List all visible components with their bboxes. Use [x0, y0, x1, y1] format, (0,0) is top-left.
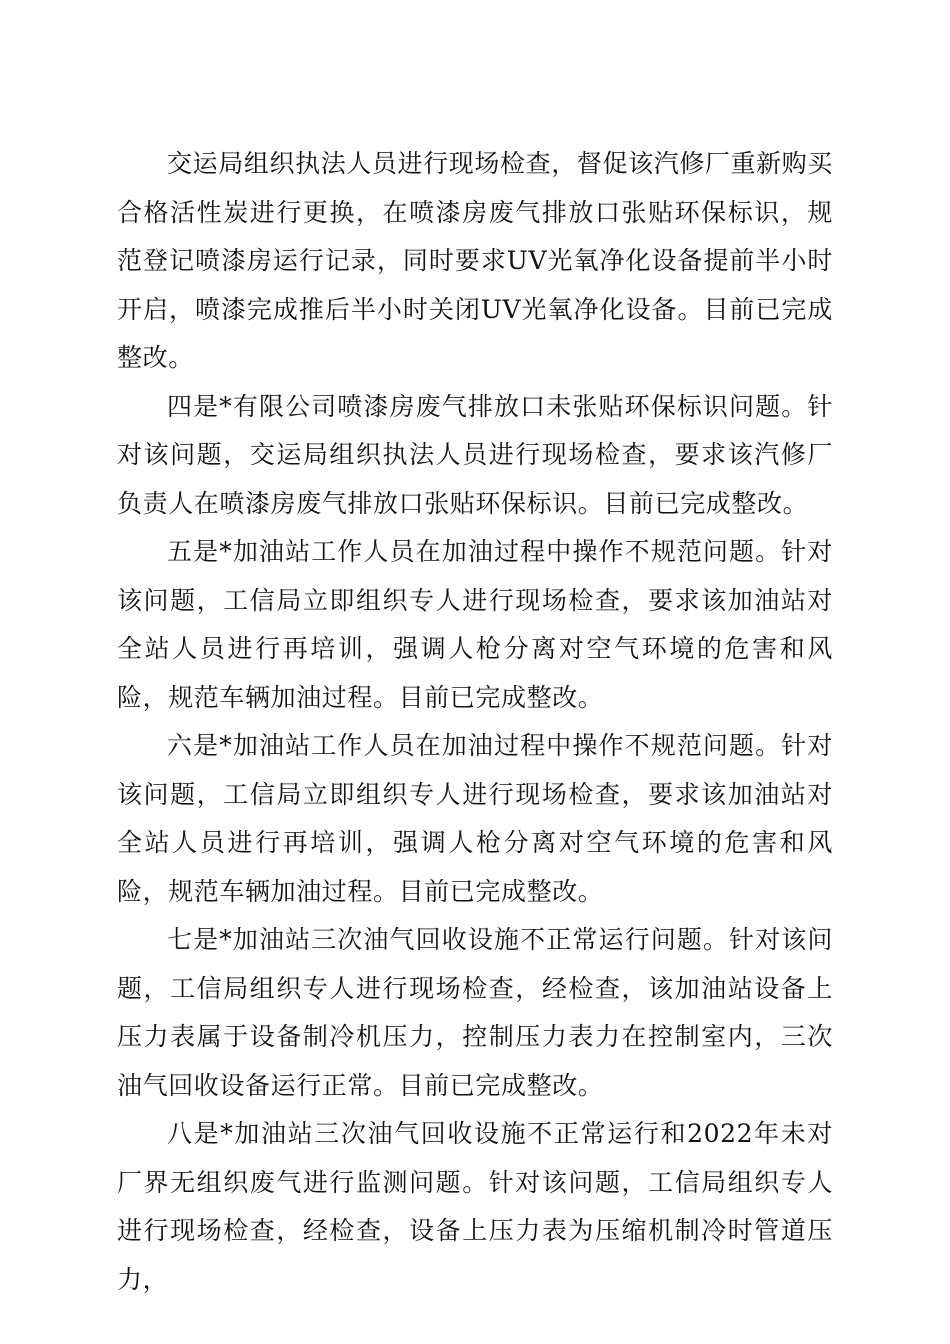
paragraph-item-eight: 八是*加油站三次油气回收设施不正常运行和2022年未对厂界无组织废气进行监测问题。针对该问题，工信局组织专人进行现场检查，经检查，设备上压力表为压缩机制冷时管道压力，	[117, 1119, 833, 1294]
paragraph-item-seven: 七是*加油站三次油气回收设施不正常运行问题。针对该问题，工信局组织专人进行现场检查，经检查，该加油站设备上压力表属于设备制冷机压力，控制压力表力在控制室内，三次油气回收设备运行正常。目前已完成整改。	[117, 925, 833, 1100]
paragraph-item-five: 五是*加油站工作人员在加油过程中操作不规范问题。针对该问题，工信局立即组织专人进行现场检查，要求该加油站对全站人员进行再培训，强调人枪分离对空气环境的危害和风险，规范车辆加油过程。目前已完成整改。	[117, 537, 833, 712]
paragraph-rectification-auto-repair: 交运局组织执法人员进行现场检查，督促该汽修厂重新购买合格活性炭进行更换，在喷漆房废气排放口张贴环保标识，规范登记喷漆房运行记录，同时要求UV光氧净化设备提前半小时开启，喷漆完成推后半小时关闭UV光氧净化设备。目前已完成整改。	[117, 149, 833, 372]
paragraph-item-six: 六是*加油站工作人员在加油过程中操作不规范问题。针对该问题，工信局立即组织专人进行现场检查，要求该加油站对全站人员进行再培训，强调人枪分离对空气环境的危害和风险，规范车辆加油过程。目前已完成整改。	[117, 731, 833, 906]
document-body	[117, 140, 833, 1304]
paragraph-item-four: 四是*有限公司喷漆房废气排放口未张贴环保标识问题。针对该问题，交运局组织执法人员进行现场检查，要求该汽修厂负责人在喷漆房废气排放口张贴环保标识。目前已完成整改。	[117, 391, 833, 518]
